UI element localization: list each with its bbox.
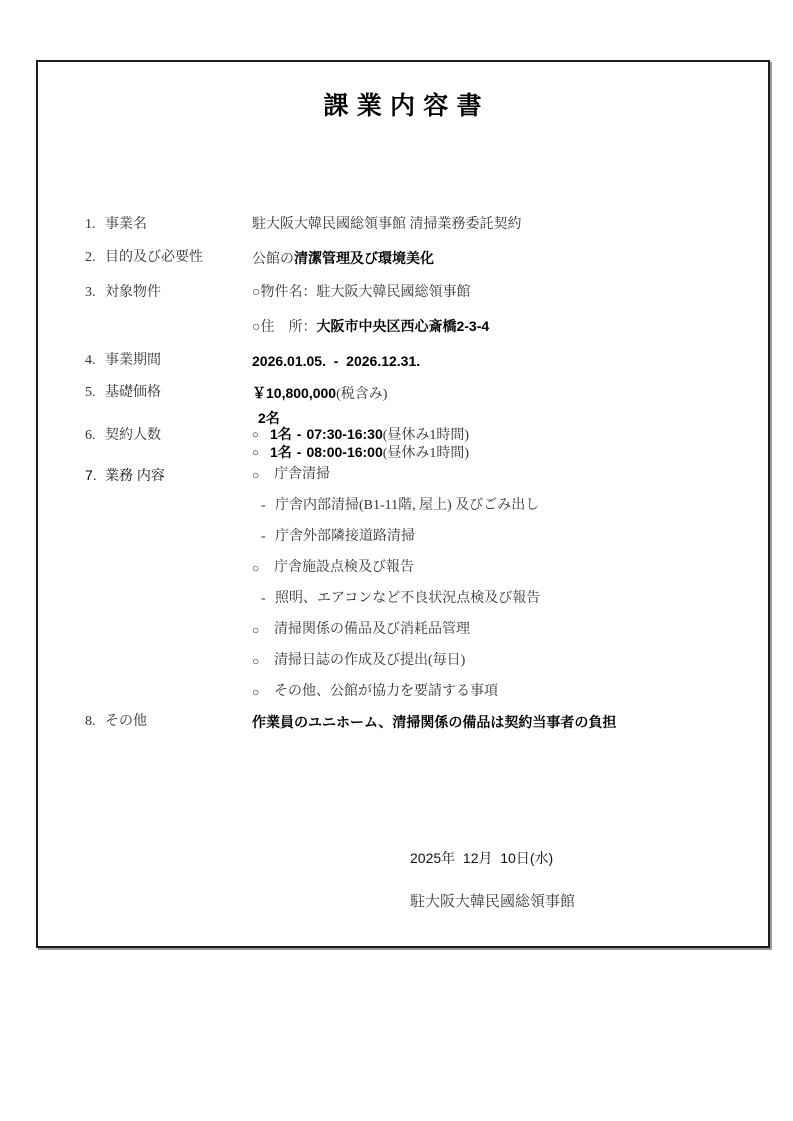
field-label-text: 事業名 (105, 217, 147, 232)
circle-bullet-icon: ○ (252, 561, 260, 575)
field-label-text: 事業期間 (105, 353, 161, 368)
field-number: 1. (85, 217, 96, 232)
field-label-property (85, 283, 252, 303)
field-row-period (85, 351, 746, 373)
field-row-base-price (85, 383, 746, 405)
price-tax-note: (税含み) (336, 387, 388, 402)
purpose-prefix: 公館の (252, 252, 294, 267)
field-value-staff (252, 410, 746, 462)
field-label-period (85, 351, 252, 371)
staff-shift-line (252, 444, 746, 462)
circle-bullet-icon: ○ (252, 447, 259, 459)
field-value-purpose (252, 248, 746, 270)
staff-count: 1名 (270, 444, 292, 460)
field-label-text: その他 (105, 714, 147, 729)
work-item (252, 558, 746, 578)
business-name-value: 駐大阪大韓民國総領事館 清掃業務委託契約 (252, 217, 522, 232)
document-title: 課 業 内 容 書 (323, 93, 483, 120)
field-label-text: 目的及び必要性 (105, 250, 203, 265)
field-label-work-content (85, 465, 252, 485)
field-label-purpose (85, 248, 252, 268)
circle-bullet-icon: ○ (252, 468, 260, 482)
field-value-work-content (252, 465, 746, 713)
field-label-text: 業務 内容 (105, 467, 165, 483)
field-value-base-price (252, 383, 746, 405)
property-address-label: ○住 所： (252, 320, 317, 335)
staff-separator: - (296, 426, 302, 442)
work-item-text: 照明、エアコンなど不良状況点検及び報告 (275, 591, 541, 606)
issuing-organization: 駐大阪大韓民國総領事館 (410, 894, 576, 910)
work-item-text: 庁舎内部清掃(B1-11階, 屋上) 及びごみ出し (275, 498, 540, 513)
field-label-base-price (85, 383, 252, 403)
circle-bullet-icon: ○ (252, 429, 259, 441)
field-label-text: 基礎価格 (105, 385, 161, 400)
circle-bullet-icon: ○ (252, 685, 260, 699)
field-row-work-content (85, 465, 746, 713)
other-value: 作業員のユニホーム、清掃関係の備品は契約当事者の負担 (252, 714, 617, 730)
work-sub-item (252, 589, 746, 609)
field-row-business-name (85, 215, 746, 235)
field-row-staff (85, 410, 746, 462)
staff-break-note: (昼休み1時間) (382, 428, 470, 443)
work-item-text: 庁舎外部隣接道路清掃 (275, 529, 415, 544)
work-item-text: その他、公館が協力を要請する事項 (274, 684, 498, 699)
field-number: 7. (85, 467, 97, 483)
field-label-text: 対象物件 (105, 285, 161, 300)
period-value: 2026.01.05. - 2026.12.31. (252, 353, 421, 369)
field-label-business-name (85, 215, 252, 235)
field-value-other (252, 712, 746, 734)
property-name-value: 駐大阪大韓民國総領事館 (316, 285, 471, 300)
field-row-property (85, 283, 746, 338)
work-item-text: 庁舎清掃 (274, 467, 330, 482)
circle-bullet-icon: ○ (252, 623, 260, 637)
staff-separator: - (296, 444, 302, 460)
field-row-other (85, 712, 746, 734)
field-number: 5. (85, 385, 96, 400)
work-item-text: 庁舎施設点検及び報告 (274, 560, 414, 575)
field-value-business-name (252, 215, 746, 235)
field-label-text: 契約人数 (105, 428, 161, 443)
document-date: 2025年 12月 10日(水) (410, 850, 554, 866)
field-value-period (252, 351, 746, 373)
staff-total: 2名 (258, 410, 280, 426)
purpose-emphasis: 清潔管理及び環境美化 (294, 250, 434, 266)
staff-count: 1名 (270, 426, 292, 442)
dash-bullet-icon: - (261, 498, 266, 513)
price-amount: ￥10,800,000 (252, 385, 337, 401)
field-number: 4. (85, 353, 96, 368)
field-label-staff (85, 410, 252, 446)
staff-break-note: (昼休み1時間) (382, 446, 470, 461)
field-row-purpose (85, 248, 746, 270)
property-address-line (252, 316, 746, 338)
work-sub-item (252, 496, 746, 516)
work-item (252, 620, 746, 640)
work-item (252, 682, 746, 702)
staff-time: 08:00-16:00 (306, 444, 383, 460)
field-label-other (85, 712, 252, 732)
work-item-text: 清掃日誌の作成及び提出(毎日) (274, 653, 466, 668)
dash-bullet-icon: - (261, 591, 266, 606)
property-name-line (252, 283, 746, 303)
field-number: 2. (85, 250, 96, 265)
work-item (252, 651, 746, 671)
work-sub-item (252, 527, 746, 547)
staff-time: 07:30-16:30 (306, 426, 383, 442)
field-number: 8. (85, 714, 96, 729)
field-number: 3. (85, 285, 96, 300)
field-number: 6. (85, 428, 96, 443)
property-address-value: 大阪市中央区西心斎橋2-3-4 (316, 318, 490, 334)
work-item-text: 清掃関係の備品及び消耗品管理 (274, 622, 470, 637)
staff-shift-line (252, 426, 746, 444)
field-value-property (252, 283, 746, 338)
document-border-frame (36, 60, 770, 948)
property-name-label: ○物件名： (252, 285, 317, 300)
dash-bullet-icon: - (261, 529, 266, 544)
work-item (252, 465, 746, 485)
circle-bullet-icon: ○ (252, 654, 260, 668)
